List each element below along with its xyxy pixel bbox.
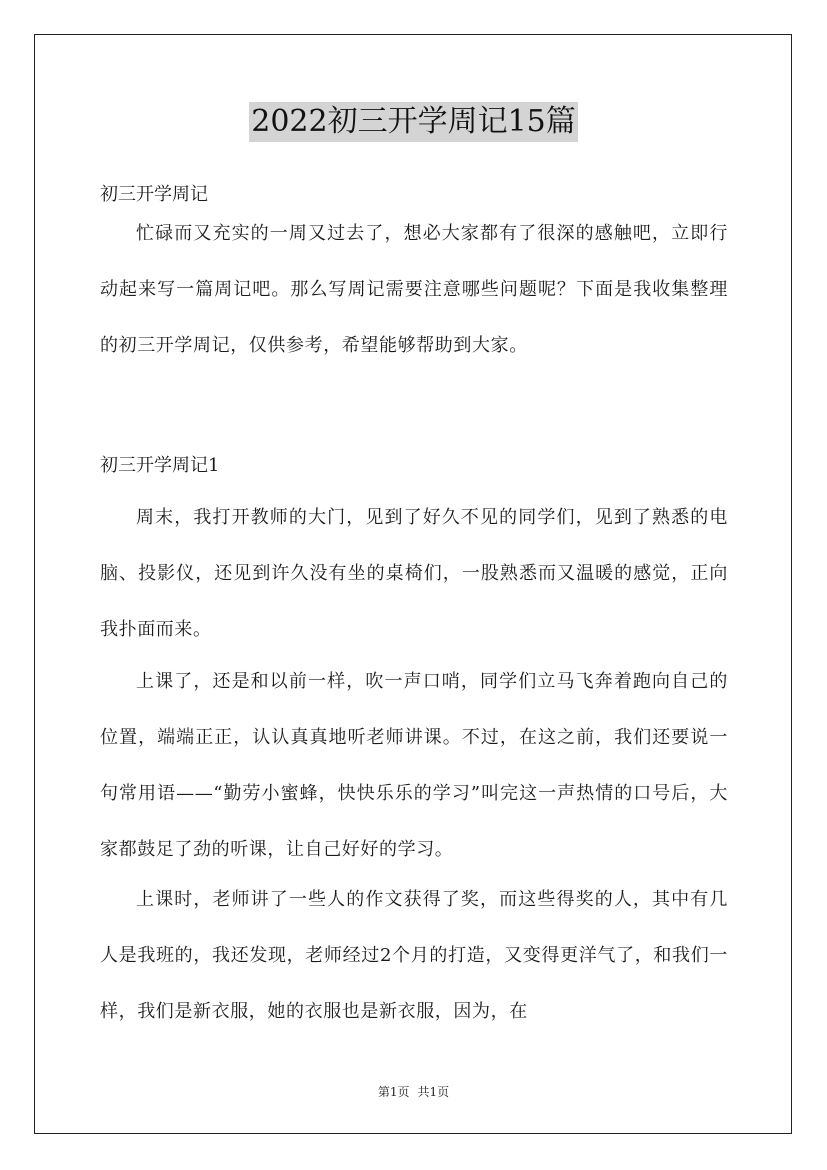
- body-paragraph-1: 周末，我打开教师的大门，见到了好久不见的同学们，见到了熟悉的电脑、投影仪，还见到许久没有坐的桌椅们，一股熟悉而又温暖的感觉，正向我扑面而来。: [100, 507, 728, 640]
- page-current: 第1页: [377, 1085, 410, 1099]
- section-heading: 初三开学周记1: [100, 455, 220, 476]
- intro-heading: 初三开学周记: [100, 184, 208, 205]
- title-container: [0, 102, 827, 142]
- body-paragraph-3: 上课时，老师讲了一些人的作文获得了奖，而这些得奖的人，其中有几人是我班的，我还发现，老师经过2个月的打造，又变得更洋气了，和我们一样，我们是新衣服，她的衣服也是新衣服，因为，在: [100, 889, 728, 1022]
- intro-paragraph: 忙碌而又充实的一周又过去了，想必大家都有了很深的感触吧，立即行动起来写一篇周记吧。那么写周记需要注意哪些问题呢？下面是我收集整理的初三开学周记，仅供参考，希望能够帮助到大家。: [100, 223, 728, 356]
- body-paragraph-2: 上课了，还是和以前一样，吹一声口哨，同学们立马飞奔着跑向自己的位置，端端正正，认认真真地听老师讲课。不过，在这之前，我们还要说一句常用语——“勤劳小蜜蜂，快快乐乐的学习”叫完这一声热情的口号后，大家都鼓足了劲的听课，让自己好好的学习。: [100, 671, 728, 860]
- page-total: 共1页: [417, 1085, 450, 1099]
- page-footer: [0, 1084, 827, 1100]
- document-title: 2022初三开学周记15篇: [249, 102, 578, 142]
